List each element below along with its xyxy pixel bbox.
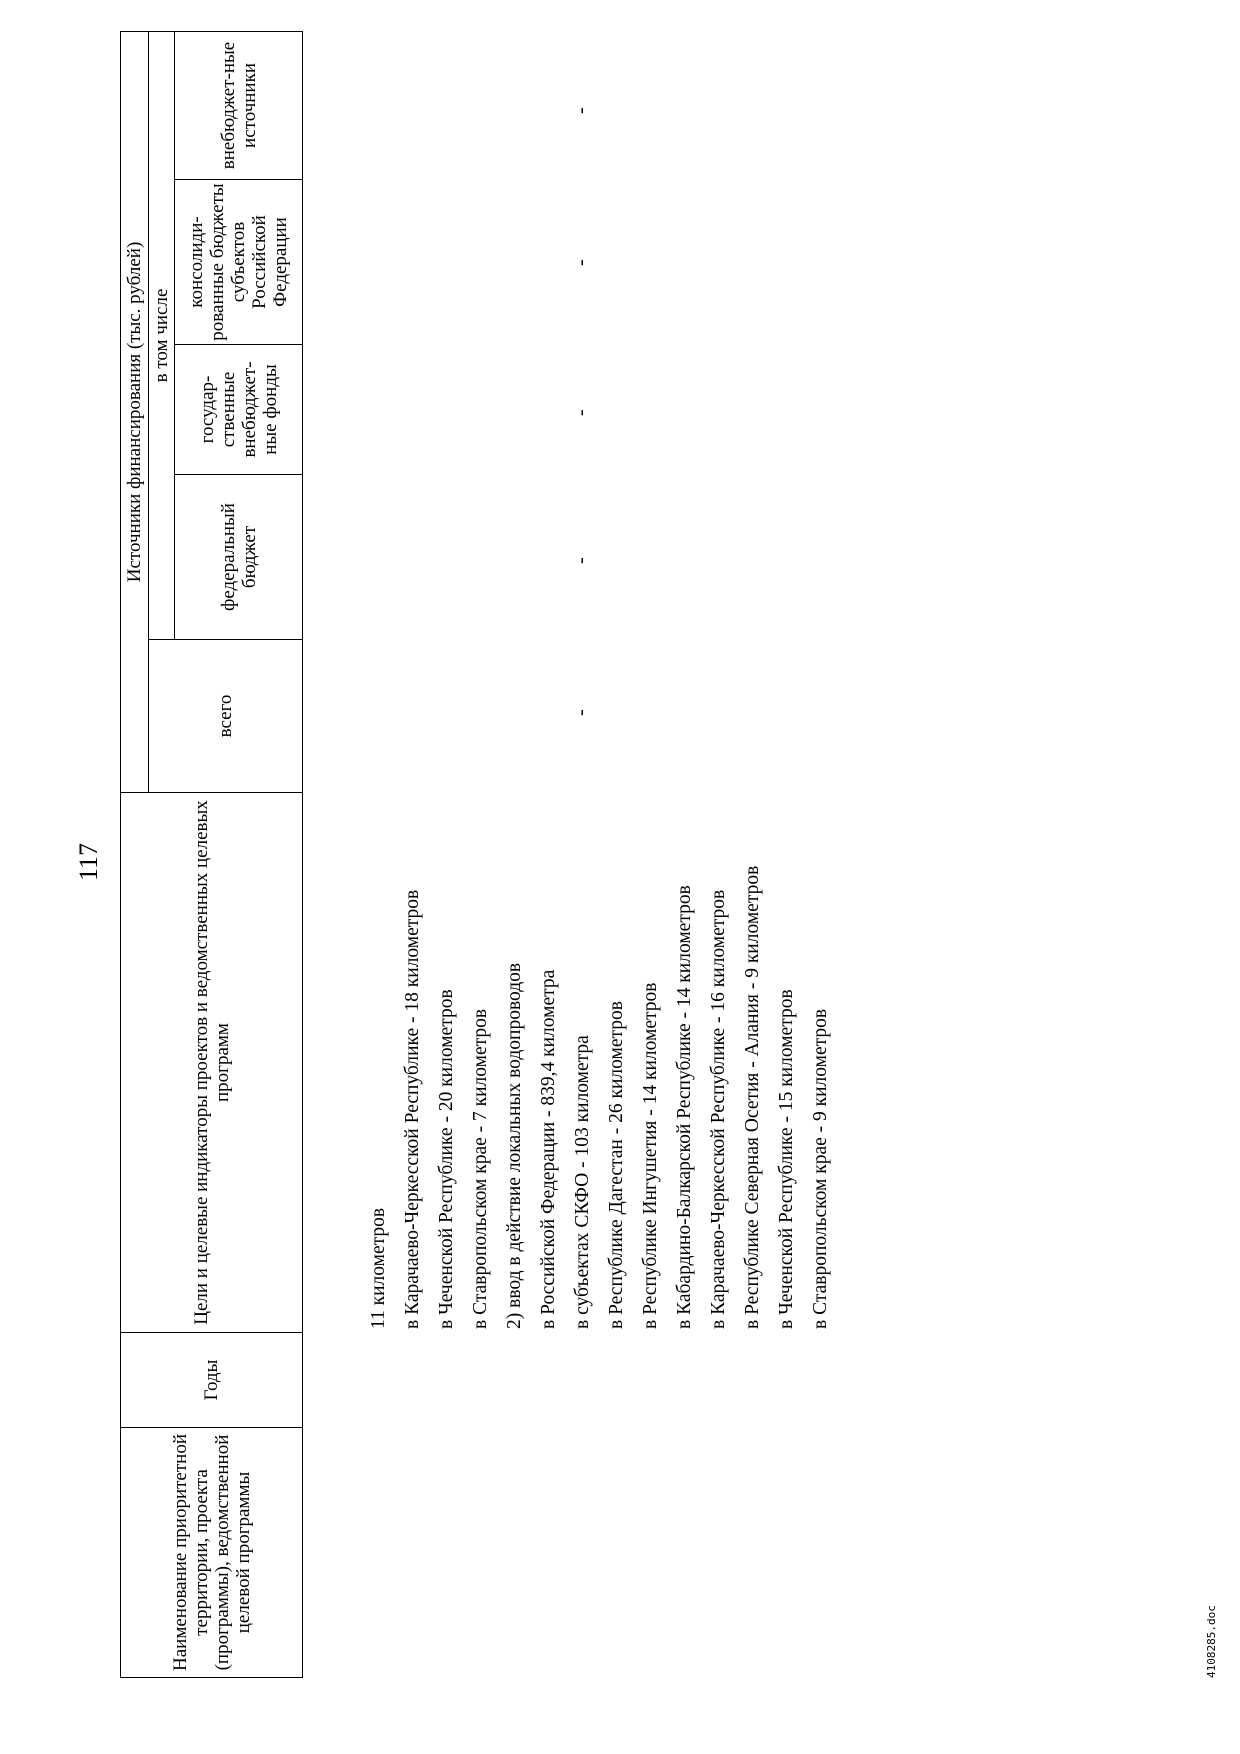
- list-item: в Кабардино-Балкарской Республике - 14 километров: [674, 885, 695, 1329]
- list-item: в Ставропольском крае - 9 километров: [810, 1008, 831, 1329]
- header-including-group: в том числе: [149, 31, 175, 639]
- list-item: 2) ввод в действие локальных водопроводов: [504, 962, 525, 1329]
- list-item: в субъектах СКФО - 103 километра: [572, 1035, 593, 1329]
- header-financing-sources: Источники финансирования (тыс. рублей): [121, 31, 149, 792]
- header-total-column: всего: [149, 640, 303, 793]
- value-consolidated-budgets: -: [570, 259, 592, 266]
- value-federal-budget: -: [570, 557, 592, 564]
- list-item: 11 километров: [368, 1207, 389, 1329]
- value-extrabudget-sources: -: [570, 107, 592, 114]
- goals-indicator-list: [368, 769, 844, 1329]
- header-consolidated-budgets-column: консолиди-рованные бюджеты субъектов Российской Федерации: [175, 180, 303, 345]
- page-number: 117: [74, 842, 103, 882]
- financing-table-header: [120, 31, 303, 1678]
- value-state-extrabudget-funds: -: [570, 409, 592, 416]
- header-name-column: Наименование приоритетной территории, проекта (программы), ведомственной целевой программы: [121, 1428, 303, 1678]
- list-item: в Республике Северная Осетия - Алания - 9 километров: [742, 865, 763, 1329]
- list-item: в Российской Федерации - 839,4 километра: [538, 969, 559, 1329]
- header-extrabudget-sources-column: внебюджет-ные источники: [175, 31, 303, 179]
- list-item: в Республике Дагестан - 26 километров: [606, 1001, 627, 1329]
- header-years-column: Годы: [121, 1333, 303, 1428]
- header-federal-budget-column: федеральный бюджет: [175, 475, 303, 640]
- list-item: в Чеченской Республике - 15 километров: [776, 989, 797, 1329]
- list-item: в Карачаево-Черкесской Республике - 18 километров: [402, 889, 423, 1329]
- value-total: -: [570, 709, 592, 716]
- header-state-extrabudget-funds-column: государ-ственные внебюджет-ные фонды: [175, 345, 303, 475]
- list-item: в Ставропольском крае - 7 километров: [470, 1008, 491, 1329]
- list-item: в Чеченской Республике - 20 километров: [436, 989, 457, 1329]
- header-goals-column: Цели и целевые индикаторы проектов и ведомственных целевых программ: [121, 793, 303, 1333]
- list-item: в Карачаево-Черкесской Республике - 16 километров: [708, 889, 729, 1329]
- footer-file-name: 4108285.doc: [1205, 1605, 1218, 1678]
- list-item: в Республике Ингушетия - 14 километров: [640, 982, 661, 1329]
